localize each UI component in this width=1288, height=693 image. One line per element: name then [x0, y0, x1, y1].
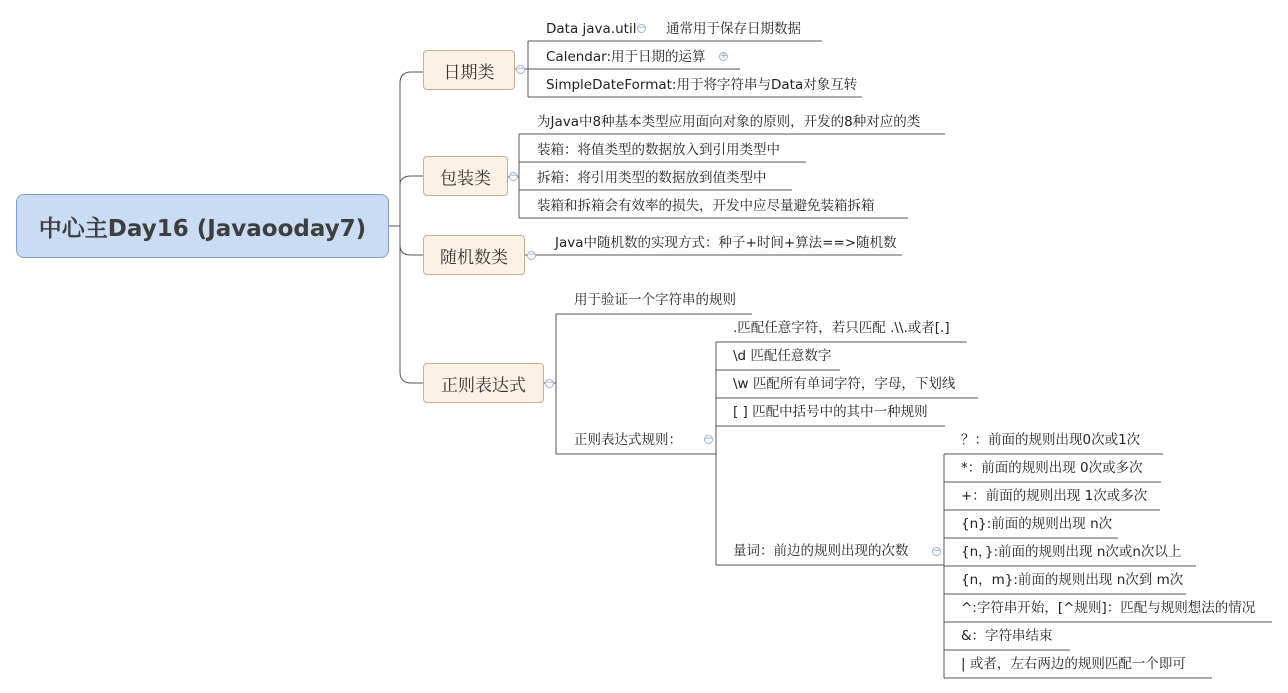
quantifier-item-8: &：字符串结束	[961, 628, 1053, 644]
regex-rule-2: \d 匹配任意数字	[733, 348, 832, 364]
regex-rule-1: .匹配任意字符，若只匹配 .\\.或者[.]	[733, 320, 950, 336]
regex-rule-3: \w 匹配所有单词字符，字母，下划线	[733, 376, 956, 392]
wrapper-item-2: 装箱：将值类型的数据放入到引用类型中	[537, 142, 780, 158]
topic-date-class[interactable]: 日期类	[423, 50, 515, 90]
wrapper-item-1: 为Java中8种基本类型应用面向对象的原则，开发的8种对应的类	[537, 114, 921, 130]
quantifier-item-7: ^:字符串开始，[^规则]：匹配与规则想法的情况	[961, 600, 1256, 616]
wrapper-item-3: 拆箱：将引用类型的数据放到值类型中	[537, 170, 767, 186]
collapse-icon[interactable]: −	[638, 23, 646, 33]
collapse-icon[interactable]: −	[517, 64, 525, 74]
random-item: Java中随机数的实现方式：种子+时间+算法==>随机数	[555, 235, 897, 251]
collapse-icon[interactable]: −	[546, 378, 554, 388]
quantifier-item-1: ？：前面的规则出现0次或1次	[961, 432, 1141, 448]
quantifier-item-9: | 或者，左右两边的规则匹配一个即可	[961, 656, 1186, 672]
central-topic[interactable]: 中心主Day16 (Javaooday7)	[16, 194, 389, 258]
expand-icon[interactable]: +	[720, 51, 728, 61]
date-data-label: Data java.util	[546, 21, 637, 37]
quantifier-item-5: {n，}:前面的规则出现 n次或n次以上	[961, 544, 1182, 560]
topic-random-class[interactable]: 随机数类	[423, 235, 525, 275]
quantifier-item-6: {n，m}:前面的规则出现 n次到 m次	[961, 572, 1184, 588]
quantifier-item-3: +：前面的规则出现 1次或多次	[961, 488, 1148, 504]
regex-rules-label: 正则表达式规则：	[574, 432, 682, 448]
quantifier-item-2: *：前面的规则出现 0次或多次	[961, 460, 1143, 476]
collapse-icon[interactable]: −	[510, 171, 518, 181]
date-calendar: Calendar:用于日期的运算	[546, 49, 706, 65]
collapse-icon[interactable]: −	[528, 250, 536, 260]
regex-quantifier-label: 量词：前边的规则出现的次数	[733, 543, 909, 559]
topic-wrapper-class[interactable]: 包装类	[423, 156, 508, 196]
regex-rule-4: [ ] 匹配中括号中的其中一种规则	[733, 404, 928, 420]
regex-purpose: 用于验证一个字符串的规则	[574, 292, 736, 308]
collapse-icon[interactable]: −	[933, 546, 941, 556]
date-simple-date-format: SimpleDateFormat:用于将字符串与Data对象互转	[546, 77, 858, 93]
date-data-note: 通常用于保存日期数据	[666, 21, 801, 37]
wrapper-item-4: 装箱和拆箱会有效率的损失，开发中应尽量避免装箱拆箱	[537, 198, 875, 214]
collapse-icon[interactable]: −	[705, 434, 713, 444]
quantifier-item-4: {n}:前面的规则出现 n次	[961, 516, 1113, 532]
topic-regex[interactable]: 正则表达式	[423, 363, 544, 403]
